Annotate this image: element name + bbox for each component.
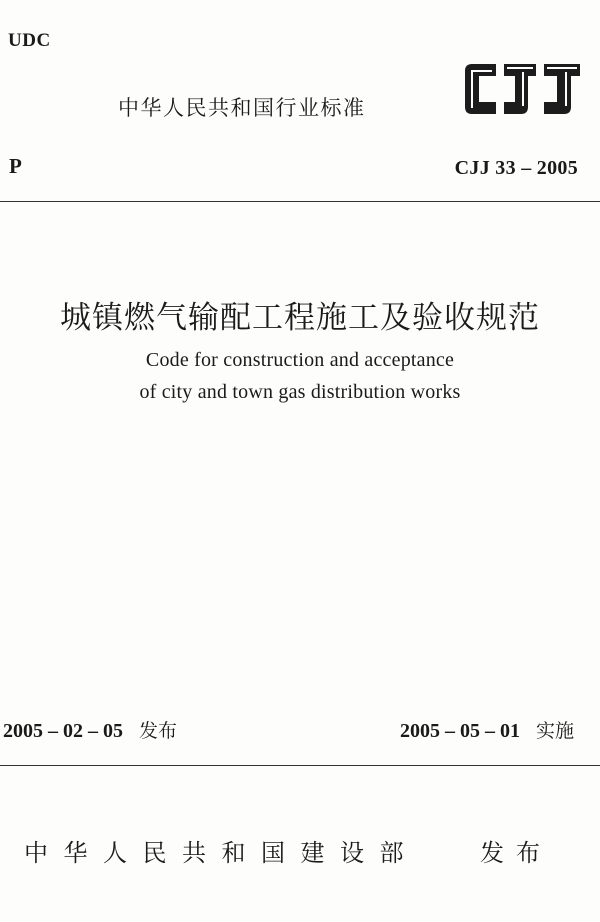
- effective-label: 实施: [535, 720, 574, 742]
- issued-label: 发布: [480, 839, 552, 867]
- effective-date: 2005 – 05 – 01: [399, 720, 520, 742]
- bottom-divider: [0, 765, 600, 766]
- standard-type-title: 中华人民共和国行业标准: [118, 96, 366, 120]
- logo-letter-j-1: [504, 64, 536, 114]
- document-title-english-line2: of city and town gas distribution works: [139, 381, 461, 403]
- standard-number: CJJ 33 – 2005: [454, 157, 578, 179]
- effective-date-group: [400, 716, 574, 743]
- top-divider: [0, 201, 600, 202]
- udc-label: UDC: [8, 30, 51, 51]
- logo-letter-j-2: [544, 64, 580, 114]
- issue-date: 2005 – 02 – 05: [3, 720, 123, 742]
- logo-letter-c: [465, 64, 496, 114]
- document-title-english-line1: Code for construction and acceptance: [145, 349, 455, 371]
- document-title-chinese: 城镇燃气输配工程施工及验收规范: [60, 300, 540, 336]
- classification-code: P: [9, 154, 22, 178]
- issue-date-group: [3, 716, 177, 743]
- cjj-logo: [462, 60, 584, 118]
- issue-label: 发布: [139, 720, 178, 742]
- issuing-authority: 中华人民共和国建设部: [24, 839, 419, 867]
